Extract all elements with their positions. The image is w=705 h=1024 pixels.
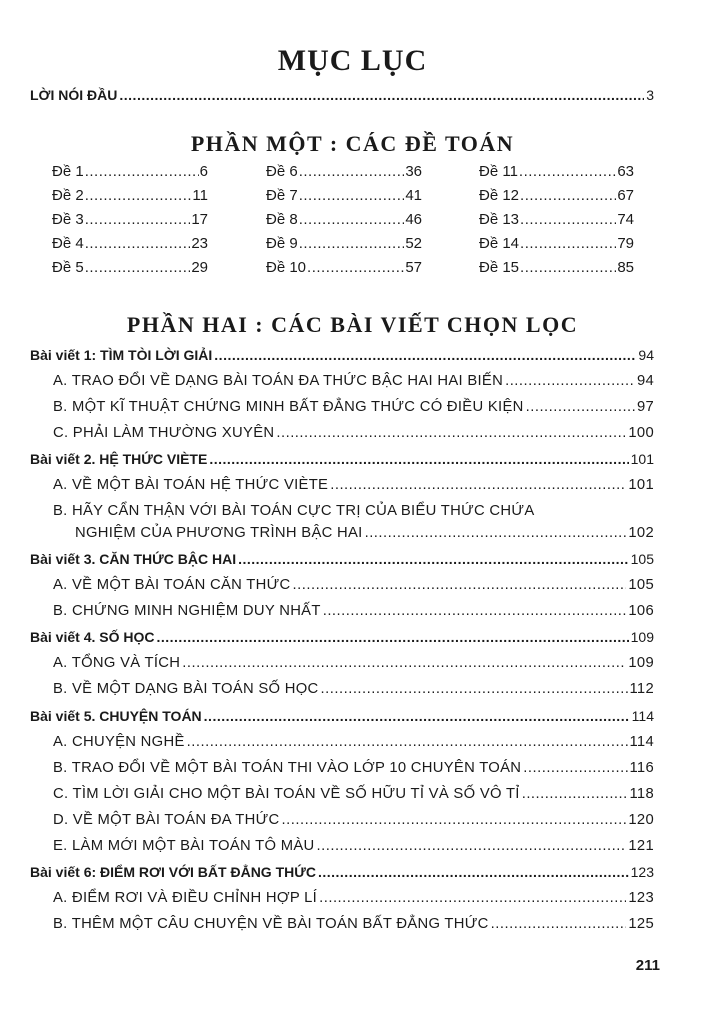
toc-entry-page: 102 — [628, 525, 654, 541]
leader-dots — [330, 476, 626, 494]
leader-dots — [520, 259, 616, 277]
toc-entry-preface — [30, 86, 654, 104]
article-subentry — [53, 759, 654, 777]
leader-dots — [209, 450, 628, 468]
exam-entry — [479, 163, 634, 181]
leader-dots — [520, 187, 616, 205]
exam-entry — [479, 259, 634, 277]
exam-entry — [479, 211, 634, 229]
leader-dots — [299, 163, 405, 181]
leader-dots — [182, 654, 626, 672]
leader-dots — [318, 863, 629, 881]
toc-entry-label: Bài viết 6: ĐIỂM RƠI VỚI BẤT ĐẲNG THỨC — [30, 864, 316, 880]
article-subentry — [53, 372, 654, 390]
exam-entry — [52, 163, 208, 181]
toc-entry-page: 36 — [405, 163, 422, 180]
toc-entry-label: Đề 12 — [479, 187, 520, 204]
toc-entry-label: Đề 14 — [479, 235, 520, 252]
toc-entry-page: 109 — [630, 629, 654, 645]
toc-entry-page: 79 — [617, 235, 634, 252]
toc-entry-page: 74 — [617, 211, 634, 228]
toc-entry-label: Đề 7 — [266, 187, 298, 204]
page-title: MỤC LỤC — [277, 44, 428, 77]
article-subentry — [53, 915, 654, 933]
toc-entry-label: D. VỀ MỘT BÀI TOÁN ĐA THỨC — [53, 812, 280, 828]
toc-entry-page: 94 — [636, 373, 654, 389]
article-subentry — [53, 811, 654, 829]
toc-entry-page: 85 — [617, 259, 634, 276]
toc-entry-page: 3 — [646, 87, 654, 103]
article-subentry — [53, 889, 654, 907]
toc-entry-page: 6 — [199, 163, 208, 180]
article-subentry — [53, 398, 654, 416]
toc-entry-label: Đề 3 — [52, 211, 84, 228]
article-subentry — [53, 424, 654, 442]
toc-entry-page: 106 — [628, 603, 654, 619]
leader-dots — [282, 811, 627, 829]
toc-entry-label: Đề 10 — [266, 259, 307, 276]
toc-entry-label: LỜI NÓI ĐẦU — [30, 87, 118, 103]
toc-entry-label: A. TRAO ĐỔI VỀ DẠNG BÀI TOÁN ĐA THỨC BẬC HAI HAI BIẾN — [53, 373, 504, 389]
leader-dots — [505, 372, 635, 390]
article-subentry — [53, 476, 654, 494]
exam-entry — [52, 187, 208, 205]
toc-entry-label: E. LÀM MỚI MỘT BÀI TOÁN TÔ MÀU — [53, 838, 315, 854]
exam-entry — [479, 187, 634, 205]
toc-entry-page: 120 — [628, 812, 654, 828]
leader-dots — [317, 837, 627, 855]
leader-dots — [187, 733, 628, 751]
toc-entry-label: Đề 5 — [52, 259, 84, 276]
leader-dots — [319, 889, 626, 907]
toc-entry-label: Bài viết 5. CHUYỆN TOÁN — [30, 708, 202, 724]
toc-entry-label: Đề 11 — [479, 163, 518, 180]
toc-entry-label: Đề 4 — [52, 235, 84, 252]
toc-entry-label: Đề 6 — [266, 163, 298, 180]
toc-entry-page: 114 — [631, 708, 654, 724]
toc-entry-label: Bài viết 4. SỐ HỌC — [30, 629, 155, 645]
toc-entry-label: NGHIỆM CỦA PHƯƠNG TRÌNH BẬC HAI — [75, 525, 363, 541]
article-subentry — [53, 837, 654, 855]
leader-dots — [299, 211, 405, 229]
toc-entry-label: Đề 15 — [479, 259, 520, 276]
leader-dots — [491, 915, 627, 933]
leader-dots — [293, 576, 627, 594]
exam-entry — [266, 259, 422, 277]
toc-entry-label: B. CHỨNG MINH NGHIỆM DUY NHẤT — [53, 603, 321, 619]
exam-entry — [266, 235, 422, 253]
toc-entry-page: 52 — [405, 235, 422, 252]
toc-entry-page: 123 — [630, 864, 654, 880]
leader-dots — [299, 187, 405, 205]
toc-entry-page: 97 — [636, 399, 654, 415]
toc-entry-page: 41 — [405, 187, 422, 204]
toc-entry-page: 101 — [630, 451, 654, 467]
exam-entry — [52, 259, 208, 277]
leader-dots — [204, 707, 630, 725]
toc-entry-page: 94 — [638, 347, 654, 363]
toc-entry-label: B. MỘT KĨ THUẬT CHỨNG MINH BẤT ĐẲNG THỨC CÓ ĐIỀU KIỆN — [53, 399, 524, 415]
article-subentry — [53, 576, 654, 594]
toc-entry-page: 114 — [629, 734, 654, 750]
toc-entry-label: A. VỀ MỘT BÀI TOÁN CĂN THỨC — [53, 577, 291, 593]
toc-entry-page: 23 — [191, 235, 208, 252]
article-heading — [30, 450, 654, 468]
article-subentry — [53, 680, 654, 698]
toc-entry-page: 105 — [628, 577, 654, 593]
toc-entry-label: C. TÌM LỜI GIẢI CHO MỘT BÀI TOÁN VỀ SỐ HỮU TỈ VÀ SỐ VÔ TỈ — [53, 786, 520, 802]
toc-entry-page: 46 — [405, 211, 422, 228]
exam-entry — [266, 211, 422, 229]
toc-entry-label: Bài viết 2. HỆ THỨC VIÈTE — [30, 451, 208, 467]
part-one-title: PHẦN MỘT : CÁC ĐỀ TOÁN — [190, 131, 515, 156]
leader-dots — [276, 424, 626, 442]
toc-entry-label: B. THÊM MỘT CÂU CHUYỆN VỀ BÀI TOÁN BẤT ĐẲNG THỨC — [53, 916, 489, 932]
leader-dots — [299, 235, 405, 253]
leader-dots — [365, 524, 627, 542]
toc-entry-page: 101 — [628, 477, 654, 493]
article-subentry — [53, 733, 654, 751]
toc-entry-page: 116 — [629, 760, 654, 776]
exam-entry — [479, 235, 634, 253]
article-subentry — [53, 602, 654, 620]
article-subentry — [53, 785, 654, 803]
toc-entry-page: 11 — [192, 187, 208, 204]
article-heading — [30, 863, 654, 881]
leader-dots — [321, 680, 628, 698]
toc-entry-page: 109 — [628, 655, 654, 671]
toc-entry-page: 100 — [628, 425, 654, 441]
leader-dots — [119, 86, 644, 104]
leader-dots — [85, 187, 192, 205]
toc-entry-page: 112 — [629, 681, 654, 697]
article-heading — [30, 707, 654, 725]
article-heading — [30, 550, 654, 568]
article-subentry-line: B. HÃY CẨN THẬN VỚI BÀI TOÁN CỰC TRỊ CỦA BIỂU THỨC CHỨA — [53, 503, 535, 519]
leader-dots — [85, 235, 191, 253]
leader-dots — [307, 259, 404, 277]
toc-entry-label: Đề 2 — [52, 187, 84, 204]
leader-dots — [238, 550, 629, 568]
article-subentry — [53, 654, 654, 672]
toc-entry-label: Đề 13 — [479, 211, 520, 228]
toc-entry-page: 17 — [191, 211, 208, 228]
leader-dots — [526, 398, 635, 416]
page-number: 211 — [635, 957, 660, 974]
toc-entry-label: B. VỀ MỘT DẠNG BÀI TOÁN SỐ HỌC — [53, 681, 319, 697]
exam-entry — [52, 235, 208, 253]
toc-entry-page: 125 — [628, 916, 654, 932]
leader-dots — [323, 602, 627, 620]
toc-entry-label: Đề 8 — [266, 211, 298, 228]
toc-entry-page: 57 — [405, 259, 422, 276]
article-subentry — [53, 524, 654, 542]
toc-entry-label: C. PHẢI LÀM THƯỜNG XUYÊN — [53, 425, 275, 441]
toc-entry-label: Bài viết 1: TÌM TÒI LỜI GIẢI — [30, 347, 213, 363]
leader-dots — [85, 163, 199, 181]
leader-dots — [214, 346, 636, 364]
leader-dots — [520, 235, 616, 253]
leader-dots — [519, 163, 616, 181]
toc-entry-label: Đề 1 — [52, 163, 84, 180]
toc-entry-label: A. VỀ MỘT BÀI TOÁN HỆ THỨC VIÈTE — [53, 477, 329, 493]
article-heading — [30, 346, 654, 364]
article-heading — [30, 628, 654, 646]
toc-entry-page: 105 — [630, 551, 654, 567]
leader-dots — [85, 259, 191, 277]
toc-entry-page: 118 — [629, 786, 654, 802]
leader-dots — [523, 759, 627, 777]
toc-entry-label: A. ĐIỂM RƠI VÀ ĐIỀU CHỈNH HỢP LÍ — [53, 890, 318, 906]
toc-entry-label: Đề 9 — [266, 235, 298, 252]
toc-entry-page: 63 — [617, 163, 634, 180]
toc-entry-page: 123 — [628, 890, 654, 906]
toc-entry-page: 121 — [628, 838, 654, 854]
toc-entry-label: B. TRAO ĐỔI VỀ MỘT BÀI TOÁN THI VÀO LỚP 10 CHUYÊN TOÁN — [53, 760, 522, 776]
leader-dots — [522, 785, 628, 803]
part-two-title: PHẦN HAI : CÁC BÀI VIẾT CHỌN LỌC — [126, 312, 579, 337]
toc-entry-label: A. TỔNG VÀ TÍCH — [53, 655, 181, 671]
leader-dots — [520, 211, 616, 229]
toc-entry-label: Bài viết 3. CĂN THỨC BẬC HAI — [30, 551, 237, 567]
toc-entry-page: 67 — [617, 187, 634, 204]
toc-entry-label: A. CHUYỆN NGHỀ — [53, 734, 185, 750]
exam-entry — [52, 211, 208, 229]
toc-entry-page: 29 — [191, 259, 208, 276]
exam-entry — [266, 163, 422, 181]
exam-entry — [266, 187, 422, 205]
leader-dots — [85, 211, 191, 229]
leader-dots — [156, 628, 628, 646]
